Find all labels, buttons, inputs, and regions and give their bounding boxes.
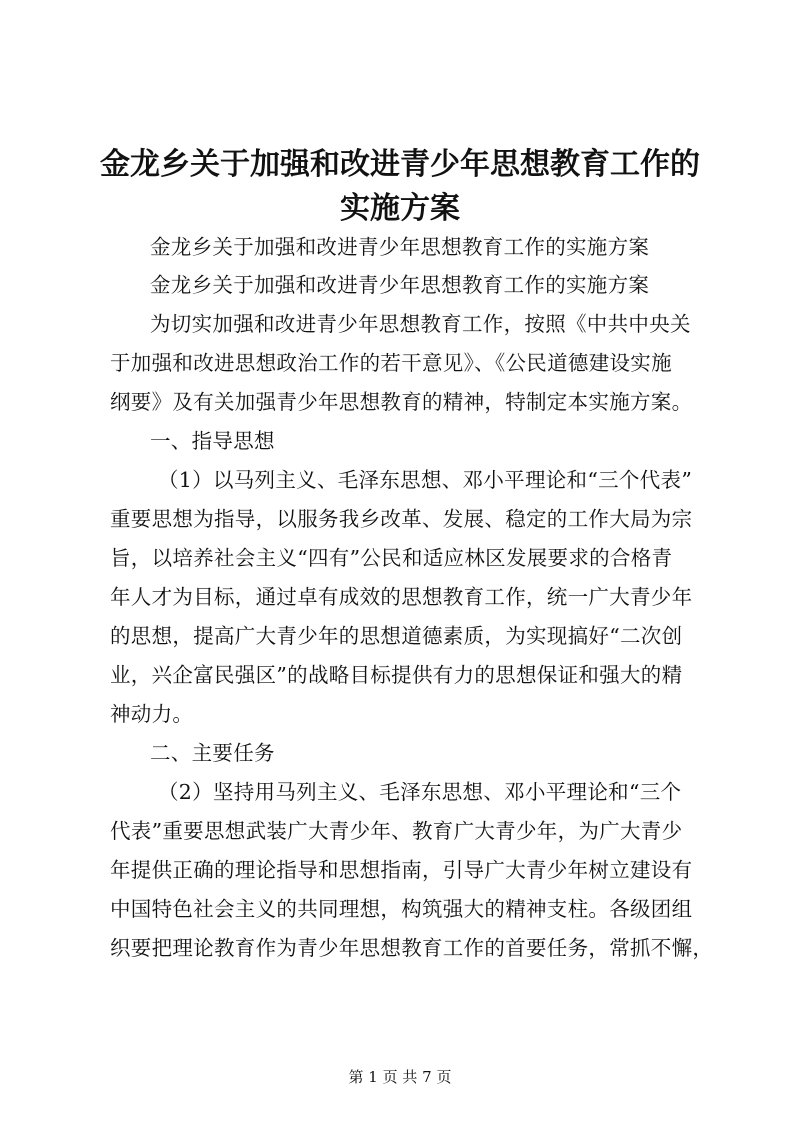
paragraph-line: 于加强和改进思想政治工作的若干意见》、《公民道德建设实施	[110, 351, 672, 375]
paragraph-line: 旨，以培养社会主义“四有”公民和适应林区发展要求的合格青	[110, 546, 673, 570]
section-heading: 一、指导思想	[150, 429, 275, 453]
paragraph-line: 年人才为目标，通过卓有成效的思想教育工作，统一广大青少年	[110, 585, 693, 609]
subtitle-line: 金龙乡关于加强和改进青少年思想教育工作的实施方案	[150, 273, 650, 297]
paragraph-line: 业，兴企富民强区”的战略目标提供有力的思想保证和强大的精	[110, 663, 683, 687]
page-footer: 第 1 页 共 7 页	[348, 1068, 452, 1086]
paragraph-line: 为切实加强和改进青少年思想教育工作，按照《中共中央关	[150, 312, 691, 336]
paragraph-line: 神动力。	[110, 702, 194, 726]
paragraph-line: 的思想，提高广大青少年的思想道德素质，为实现搞好“二次创	[110, 624, 683, 648]
section-heading: 二、主要任务	[150, 741, 275, 765]
document-title-line-2: 实施方案	[340, 191, 460, 226]
document-title-line-1: 金龙乡关于加强和改进青少年思想教育工作的	[100, 147, 700, 182]
paragraph-line: 年提供正确的理论指导和思想指南，引导广大青少年树立建设有	[110, 858, 693, 882]
paragraph-line: 中国特色社会主义的共同理想，构筑强大的精神支柱。各级团组	[110, 897, 693, 921]
paragraph-line: （1）以马列主义、毛泽东思想、邓小平理论和“三个代表”	[158, 468, 693, 492]
paragraph-line: 织要把理论教育作为青少年思想教育工作的首要任务，常抓不懈，	[110, 936, 714, 960]
paragraph-line: 重要思想为指导，以服务我乡改革、发展、稳定的工作大局为宗	[110, 507, 693, 531]
subtitle-line: 金龙乡关于加强和改进青少年思想教育工作的实施方案	[150, 235, 650, 259]
paragraph-line: （2）坚持用马列主义、毛泽东思想、邓小平理论和“三个	[158, 780, 682, 804]
paragraph-line: 代表”重要思想武装广大青少年、教育广大青少年，为广大青少	[110, 819, 683, 843]
paragraph-line: 纲要》及有关加强青少年思想教育的精神，特制定本实施方案。	[110, 390, 693, 414]
